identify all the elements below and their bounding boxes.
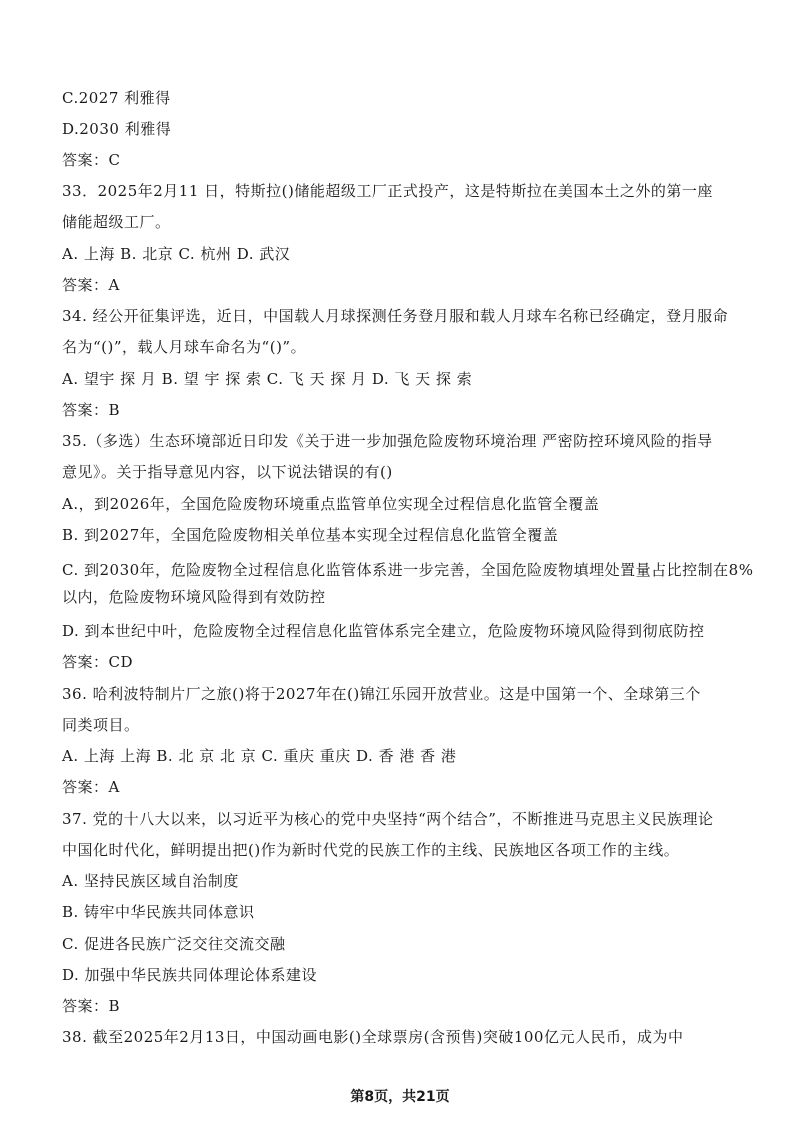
- text-line: 答案：B: [62, 997, 121, 1015]
- text-line: A. 上海 上海 B. 北 京 北 京 C. 重庆 重庆 D. 香 港 香 港: [62, 747, 457, 765]
- text-line: 答案：C: [62, 151, 121, 169]
- text-line: 答案：CD: [62, 653, 134, 671]
- text-line: C.2027 利雅得: [62, 89, 171, 107]
- text-line: 36. 哈利波特制片厂之旅()将于2027年在()锦江乐园开放营业。这是中国第一个、全球第三个: [62, 685, 701, 703]
- text-line: C. 到2030年，危险废物全过程信息化监管体系进一步完善，全国危险废物填埋处置量占比控制在8%: [62, 561, 754, 579]
- text-line: D.2030 利雅得: [62, 120, 172, 138]
- text-line: D. 到本世纪中叶，危险废物全过程信息化监管体系完全建立，危险废物环境风险得到彻底防控: [62, 622, 705, 640]
- text-line: 同类项目。: [62, 716, 140, 734]
- text-line: 38. 截至2025年2月13日，中国动画电影()全球票房(含预售)突破100亿元人民币，成为中: [62, 1028, 684, 1046]
- page-footer: 第8页，共21页: [350, 1089, 450, 1105]
- text-line: 答案：A: [62, 276, 120, 294]
- text-line: D. 加强中华民族共同体理论体系建设: [62, 966, 318, 984]
- text-line: 37. 党的十八大以来，以习近平为核心的党中央坚持“两个结合”，不断推进马克思主义民族理论: [62, 810, 714, 828]
- text-line: 答案：A: [62, 778, 120, 796]
- text-line: 答案：B: [62, 401, 121, 419]
- text-line: A. 坚持民族区域自治制度: [62, 872, 239, 890]
- text-line: B. 铸牢中华民族共同体意识: [62, 903, 255, 921]
- text-line: 意见》。关于指导意见内容，以下说法错误的有(): [62, 463, 393, 481]
- text-line: 名为“()”，载人月球车命名为“()”。: [62, 338, 307, 356]
- text-line: C. 促进各民族广泛交往交流交融: [62, 935, 286, 953]
- text-line: 以内，危险废物环境风险得到有效防控: [62, 588, 326, 606]
- text-line: B. 到2027年，全国危险废物相关单位基本实现全过程信息化监管全覆盖: [62, 526, 559, 544]
- text-line: A. 望宇 探 月 B. 望 宇 探 索 C. 飞 天 探 月 D. 飞 天 探 索: [62, 370, 473, 388]
- text-line: A.，到2026年，全国危险废物环境重点监管单位实现全过程信息化监管全覆盖: [62, 495, 600, 513]
- text-line: 中国化时代化，鲜明提出把()作为新时代党的民族工作的主线、民族地区各项工作的主线。: [62, 841, 680, 859]
- text-line: 34. 经公开征集评选，近日，中国载人月球探测任务登月服和载人月球车名称已经确定，登月服命: [62, 307, 729, 325]
- text-line: A. 上海 B. 北京 C. 杭州 D. 武汉: [62, 245, 291, 263]
- text-line: 33．2025年2月11 日，特斯拉()储能超级工厂正式投产，这是特斯拉在美国本土之外的第一座: [62, 182, 713, 200]
- text-line: 储能超级工厂。: [62, 213, 171, 231]
- text-line: 35.（多选）生态环境部近日印发《关于进一步加强危险废物环境治理 严密防控环境风险的指导: [62, 432, 713, 450]
